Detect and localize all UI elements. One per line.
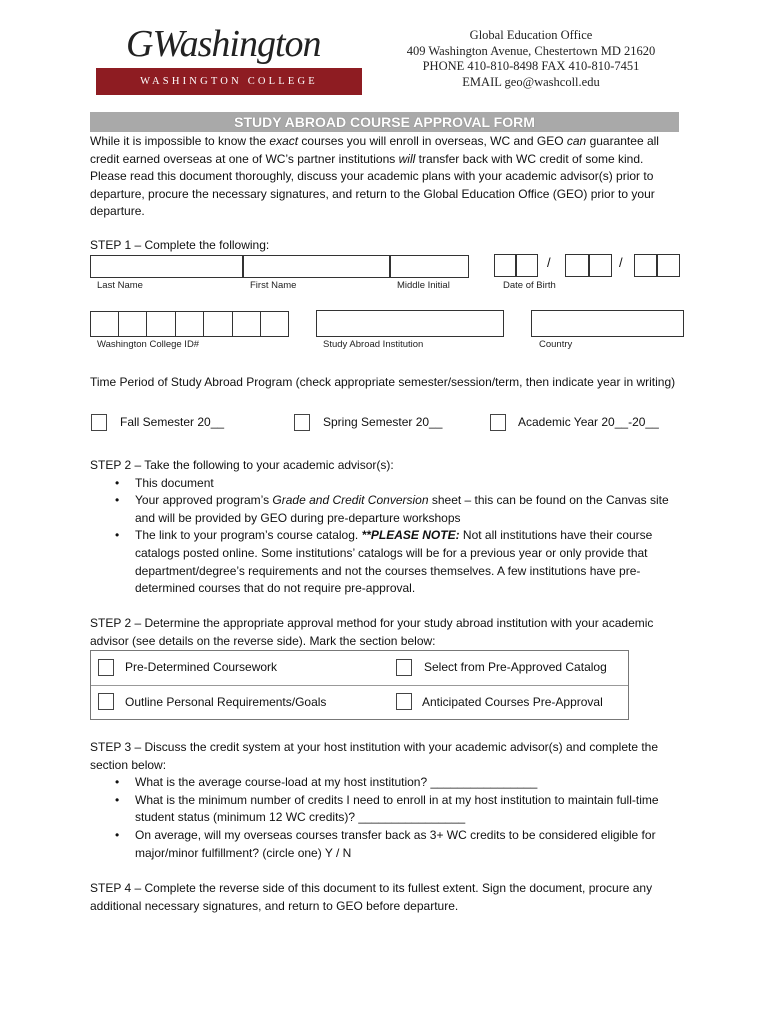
intro-em-3: will (398, 151, 416, 166)
intro-text-1: While it is impossible to know the (90, 134, 270, 148)
step2-bullet-2-em: Grade and Credit Conversion (272, 493, 429, 508)
step2-bullet-2-post: sheet – this can be found on the Canvas site and will be provided by GEO during pre-departure workshops (135, 493, 669, 525)
step2-method-heading: STEP 2 – Determine the appropriate approval method for your study abroad institution with your academic advisor (see details on the reverse side). Mark the section below: (90, 616, 654, 648)
logo-bar: WASHINGTON COLLEGE (96, 68, 362, 95)
intro-text-3: guarantee all credit earned overseas at one of WC’s partner institutions (90, 134, 659, 166)
dob-day-digit-2[interactable] (589, 254, 612, 277)
dob-separator-1: / (547, 255, 551, 270)
dob-separator-2: / (619, 255, 623, 270)
office-address: 409 Washington Avenue, Chestertown MD 21620 (406, 43, 656, 58)
approval-method-table (90, 650, 629, 720)
logo-script: GWashington (126, 23, 321, 65)
wc-id-digit-6[interactable] (232, 311, 261, 337)
dob-month-digit-2[interactable] (516, 254, 538, 277)
middle-initial-label: Middle Initial (397, 280, 450, 291)
step2-bullet-2-pre: Your approved program’s (135, 493, 273, 508)
form-title-bar (90, 112, 679, 132)
list-item (90, 527, 680, 597)
intro-paragraph (90, 133, 680, 221)
college-logo (96, 22, 362, 96)
country-label: Country (539, 339, 573, 350)
office-name: Global Education Office (469, 28, 593, 42)
list-item (90, 827, 680, 862)
step2-bullet-1: This document (135, 475, 214, 490)
last-name-field[interactable] (90, 255, 243, 278)
list-item (90, 774, 680, 792)
step2-advisor-section (90, 457, 680, 598)
pre-approved-catalog-label: Select from Pre-Approved Catalog (424, 660, 607, 674)
pre-approved-catalog-checkbox[interactable] (396, 659, 412, 676)
middle-initial-field[interactable] (390, 255, 469, 278)
intro-text-2: courses you will enroll in overseas, WC and GEO (298, 134, 567, 148)
outline-requirements-label: Outline Personal Requirements/Goals (125, 695, 327, 709)
step2-bullet-3-em: **PLEASE NOTE: (361, 528, 460, 543)
spring-semester-checkbox[interactable] (294, 414, 310, 431)
wc-id-digit-4[interactable] (175, 311, 204, 337)
dob-year-digit-1[interactable] (634, 254, 657, 277)
wc-id-digit-5[interactable] (203, 311, 233, 337)
spring-semester-label: Spring Semester 20__ (323, 415, 443, 429)
wc-id-digit-7[interactable] (260, 311, 289, 337)
academic-year-checkbox[interactable] (490, 414, 506, 431)
wc-id-digit-2[interactable] (118, 311, 147, 337)
anticipated-courses-label: Anticipated Courses Pre-Approval (422, 695, 603, 709)
step3-section (90, 739, 680, 862)
fall-semester-checkbox[interactable] (91, 414, 107, 431)
step2-bullet-3-post: Not all institutions have their course catalogs posted online. Some institutions’ catalogs will be for a previous year or only provide that department/degree’s requirements and not the courses themselves. A few institutions have pre-determined courses that do not require pre-approval. (135, 528, 653, 596)
time-period-question: Time Period of Study Abroad Program (check appropriate semester/session/term, then indicate year in writing) (90, 375, 676, 389)
dob-day-digit-1[interactable] (565, 254, 589, 277)
first-name-field[interactable] (243, 255, 390, 278)
country-field[interactable] (531, 310, 684, 337)
anticipated-courses-checkbox[interactable] (396, 693, 412, 710)
step2-bullet-3-pre: The link to your program’s course catalog. (135, 528, 362, 543)
step3-bullet-1: What is the average course-load at my host institution? ________________ (135, 775, 538, 790)
institution-label: Study Abroad Institution (323, 339, 424, 350)
dob-month-digit-1[interactable] (494, 254, 516, 277)
list-item (90, 475, 680, 493)
dob-label: Date of Birth (503, 280, 556, 291)
intro-text-4: transfer back with WC credit of some kind. Please read this document thoroughly, discuss your academic plans with your academic advisor(s) prior to departure, procure the necessary signatures, and return to the Global Education Office (GEO) prior to your departure. (90, 151, 655, 219)
outline-requirements-checkbox[interactable] (98, 693, 114, 710)
dob-year-digit-2[interactable] (657, 254, 680, 277)
wc-id-label: Washington College ID# (97, 339, 200, 350)
office-phone: PHONE 410-810-8498 FAX 410-810-7451 (422, 59, 640, 73)
form-title: STUDY ABROAD COURSE APPROVAL FORM (234, 114, 535, 130)
wc-id-digit-3[interactable] (146, 311, 176, 337)
step3-heading: STEP 3 – Discuss the credit system at your host institution with your academic advisor(s) and complete the section below: (90, 740, 659, 772)
intro-em-2: can (566, 134, 587, 148)
step1-heading: STEP 1 – Complete the following: (90, 238, 270, 252)
last-name-label: Last Name (97, 280, 143, 291)
academic-year-label: Academic Year 20__-20__ (518, 415, 659, 429)
intro-em-1: exact (269, 134, 299, 148)
fall-semester-label: Fall Semester 20__ (120, 415, 225, 429)
step2-advisor-heading: STEP 2 – Take the following to your academic advisor(s): (90, 458, 394, 472)
first-name-label: First Name (250, 280, 297, 291)
institution-field[interactable] (316, 310, 504, 337)
step4-text: STEP 4 – Complete the reverse side of this document to its fullest extent. Sign the document, procure any additional necessary signatures, and return to GEO before departure. (90, 881, 653, 913)
table-divider (91, 685, 628, 686)
step3-bullet-3: On average, will my overseas courses transfer back as 3+ WC credits to be considered eligible for major/minor fulfillment? (circle one) Y / N (135, 827, 656, 860)
pre-determined-checkbox[interactable] (98, 659, 114, 676)
wc-id-digit-1[interactable] (90, 311, 119, 337)
pre-determined-label: Pre-Determined Coursework (125, 660, 278, 674)
office-contact (392, 28, 670, 90)
office-email: EMAIL geo@washcoll.edu (462, 74, 600, 89)
list-item (90, 492, 680, 527)
list-item (90, 792, 680, 827)
step3-bullet-2: What is the minimum number of credits I need to enroll in at my host institution to maintain full-time student status (minimum 12 WC credits)? ________________ (135, 792, 659, 825)
